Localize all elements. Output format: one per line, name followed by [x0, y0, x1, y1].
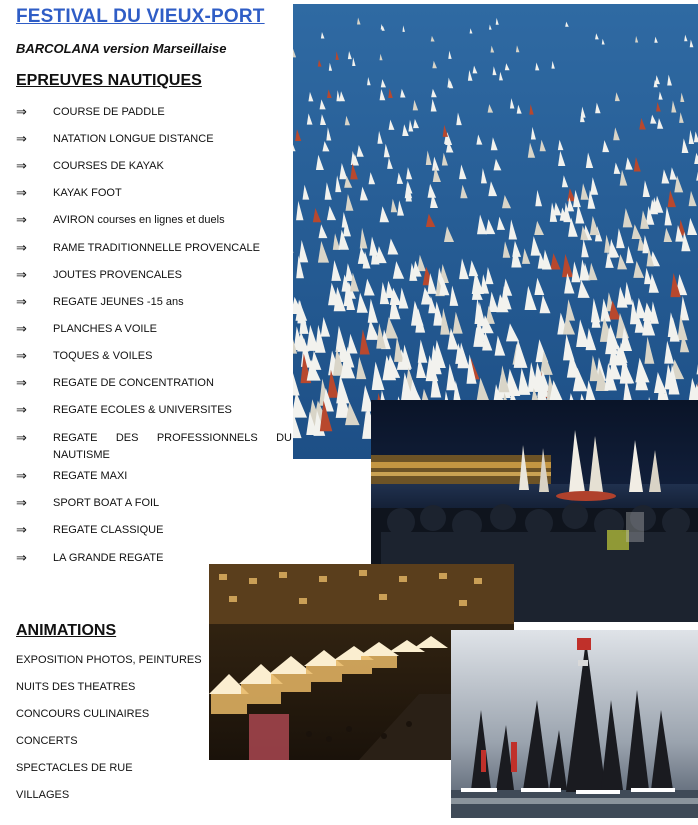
arrow-right-icon: ⇒ — [16, 213, 27, 228]
event-label: TOQUES & VOILES — [53, 350, 153, 362]
event-item — [16, 402, 292, 419]
event-item — [16, 185, 292, 202]
animations-list — [16, 652, 202, 814]
event-label: KAYAK FOOT — [53, 187, 122, 199]
arrow-right-icon: ⇒ — [16, 105, 27, 120]
event-label: RAME TRADITIONNELLE PROVENCALE — [53, 242, 261, 254]
event-item — [16, 375, 292, 392]
event-label: REGATE MAXI — [53, 470, 128, 482]
sailboat-fleet-photo — [293, 4, 698, 459]
animation-item: CONCERTS — [16, 735, 78, 747]
event-label: NATATION LONGUE DISTANCE — [53, 133, 214, 145]
event-item — [16, 468, 292, 485]
arrow-right-icon: ⇒ — [16, 322, 27, 337]
event-item — [16, 348, 292, 365]
event-item — [16, 430, 292, 464]
event-item — [16, 495, 292, 512]
arrow-right-icon: ⇒ — [16, 186, 27, 201]
page-title: FESTIVAL DU VIEUX-PORT — [16, 6, 265, 27]
event-item — [16, 131, 292, 148]
animation-item: NUITS DES THEATRES — [16, 681, 136, 693]
foiling-catamarans-photo — [451, 630, 698, 818]
event-item — [16, 240, 292, 257]
event-label: REGATE DES PROFESSIONNELS DU NAUTISME — [53, 432, 292, 461]
event-label: LA GRANDE REGATE — [53, 552, 164, 564]
arrow-right-icon: ⇒ — [16, 403, 27, 418]
nautical-heading: EPREUVES NAUTIQUES — [16, 72, 202, 89]
event-label: AVIRON courses en lignes et duels — [53, 214, 225, 226]
event-item — [16, 267, 292, 284]
event-item — [16, 158, 292, 175]
event-item — [16, 294, 292, 311]
event-label: REGATE DE CONCENTRATION — [53, 377, 214, 389]
animation-item: EXPOSITION PHOTOS, PEINTURES — [16, 654, 202, 666]
arrow-right-icon: ⇒ — [16, 523, 27, 538]
event-label: REGATE CLASSIQUE — [53, 524, 164, 536]
event-item — [16, 522, 292, 539]
event-label: REGATE JEUNES -15 ans — [53, 296, 184, 308]
arrow-right-icon: ⇒ — [16, 295, 27, 310]
event-item — [16, 104, 292, 121]
event-label: SPORT BOAT A FOIL — [53, 497, 160, 509]
event-label: REGATE ECOLES & UNIVERSITES — [53, 404, 232, 416]
animations-heading: ANIMATIONS — [16, 622, 117, 639]
animation-item: CONCOURS CULINAIRES — [16, 708, 150, 720]
page-subtitle: BARCOLANA version Marseillaise — [16, 41, 227, 56]
arrow-right-icon: ⇒ — [16, 132, 27, 147]
arrow-right-icon: ⇒ — [16, 376, 27, 391]
arrow-right-icon: ⇒ — [16, 159, 27, 174]
event-item — [16, 212, 292, 229]
animation-item: SPECTACLES DE RUE — [16, 762, 133, 774]
arrow-right-icon: ⇒ — [16, 241, 27, 256]
arrow-right-icon: ⇒ — [16, 496, 27, 511]
arrow-right-icon: ⇒ — [16, 551, 27, 566]
event-label: JOUTES PROVENCALES — [53, 269, 182, 281]
event-label: COURSE DE PADDLE — [53, 106, 165, 118]
event-label: PLANCHES A VOILE — [53, 323, 157, 335]
arrow-right-icon: ⇒ — [16, 349, 27, 364]
arrow-right-icon: ⇒ — [16, 469, 27, 484]
animation-item: VILLAGES — [16, 789, 70, 801]
arrow-right-icon: ⇒ — [16, 431, 27, 446]
event-label: COURSES DE KAYAK — [53, 160, 164, 172]
arrow-right-icon: ⇒ — [16, 268, 27, 283]
event-item — [16, 321, 292, 338]
